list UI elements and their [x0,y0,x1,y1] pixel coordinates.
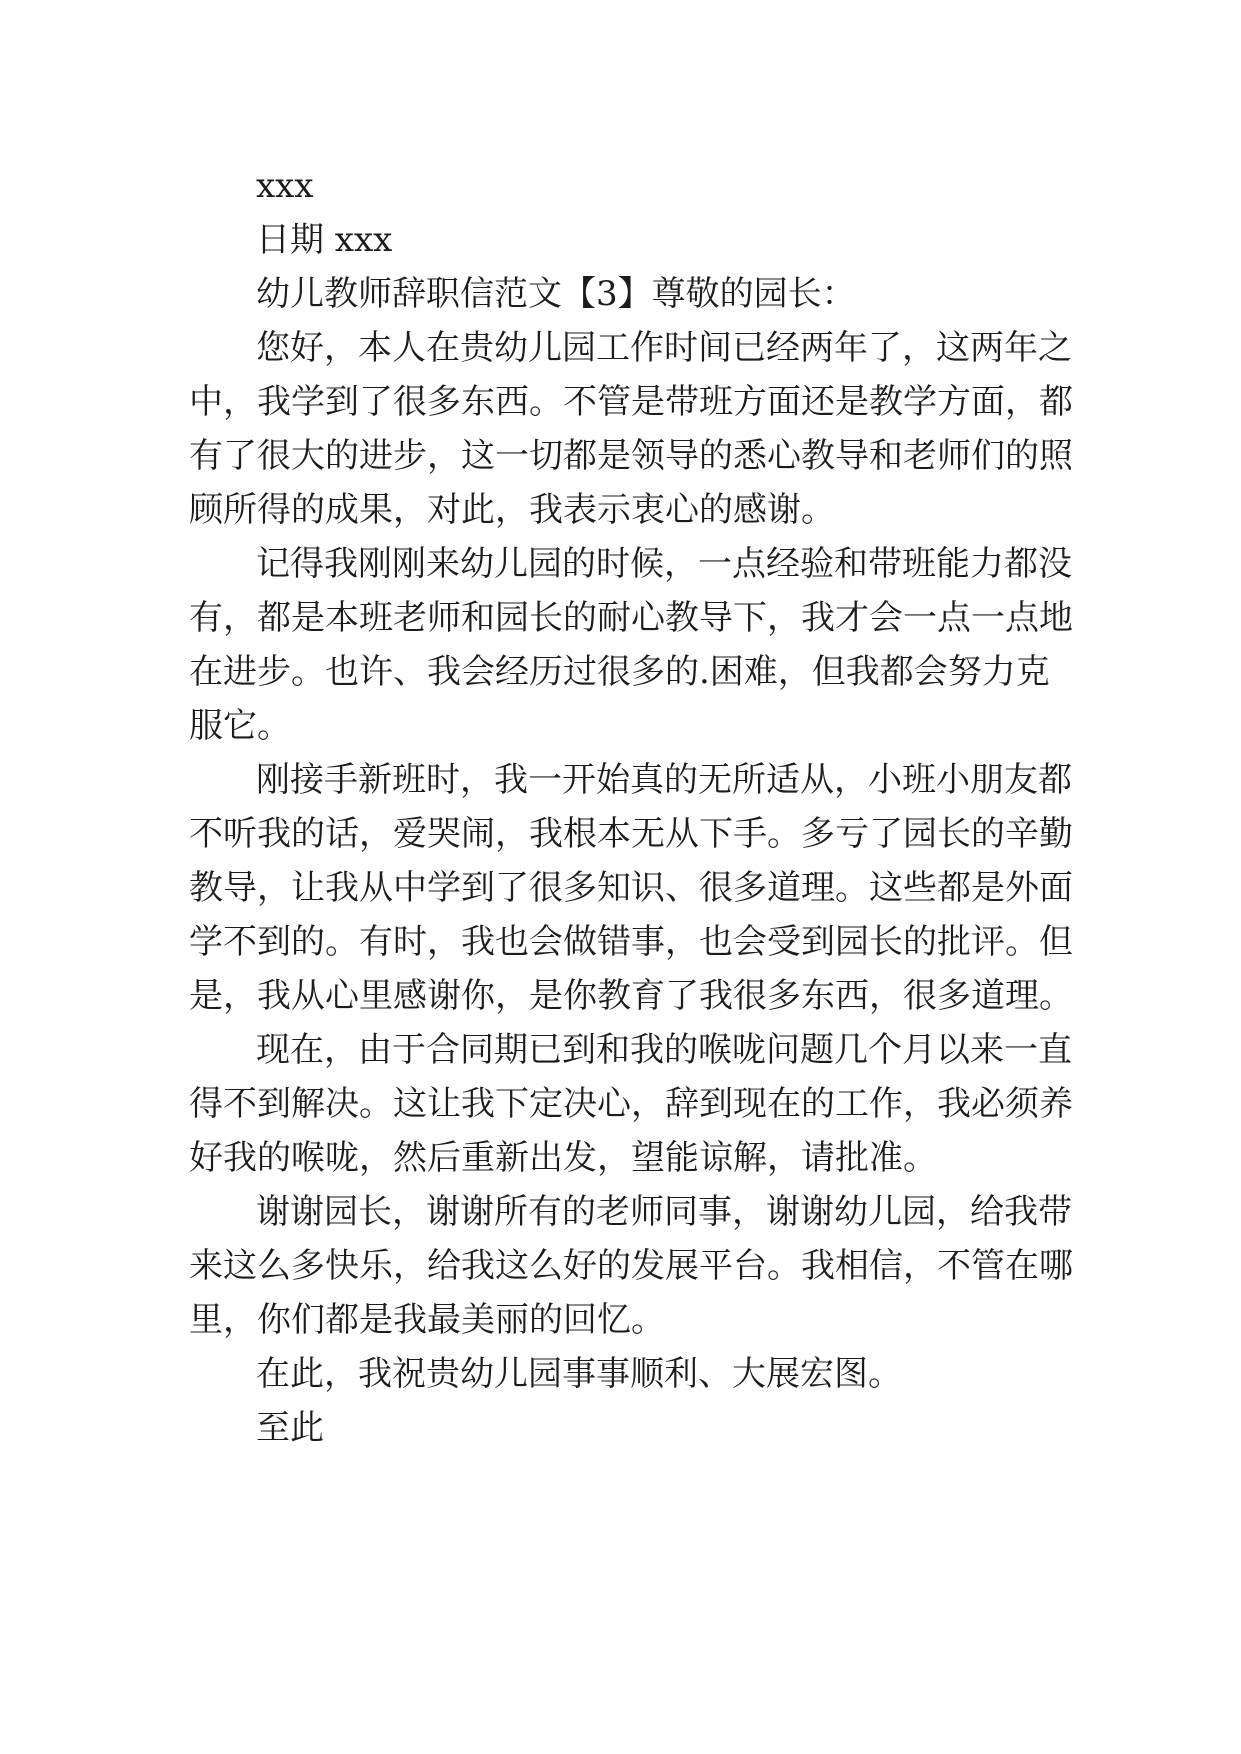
paragraph-line: 您好，本人在贵幼儿园工作时间已经两年了，这两年之 [256,328,1072,368]
paragraph-line: 教导，让我从中学到了很多知识、很多道理。这些都是外面 [189,868,1073,908]
paragraph-line: 服它。 [189,706,291,746]
paragraph-line: 在此，我祝贵幼儿园事事顺利、大展宏图。 [256,1354,902,1394]
paragraph-line: 至此 [256,1408,324,1448]
paragraph-line: 中，我学到了很多东西。不管是带班方面还是教学方面，都 [189,382,1073,422]
paragraph-line: 有了很大的进步，这一切都是领导的悉心教导和老师们的照 [189,436,1073,476]
paragraph-line: 现在，由于合同期已到和我的喉咙问题几个月以来一直 [256,1030,1072,1070]
paragraph-line: 不听我的话，爱哭闹，我根本无从下手。多亏了园长的辛勤 [189,814,1073,854]
date-line: 日期 xxx [256,220,393,260]
paragraph-line: 顾所得的成果，对此，我表示衷心的感谢。 [189,490,835,530]
paragraph-line: 得不到解决。这让我下定决心，辞到现在的工作，我必须养 [189,1084,1073,1124]
paragraph-line: 记得我刚刚来幼儿园的时候，一点经验和带班能力都没 [256,544,1072,584]
paragraph-line: 里，你们都是我最美丽的回忆。 [189,1300,665,1340]
paragraph-line: 刚接手新班时，我一开始真的无所适从，小班小朋友都 [256,760,1072,800]
paragraph-line: 好我的喉咙，然后重新出发，望能谅解，请批准。 [189,1138,937,1178]
paragraph-line: 学不到的。有时，我也会做错事，也会受到园长的批评。但 [189,922,1073,962]
paragraph-line: 来这么多快乐，给我这么好的发展平台。我相信，不管在哪 [189,1246,1073,1286]
paragraph-line: 在进步。也许、我会经历过很多的.困难，但我都会努力克 [189,652,1050,692]
paragraph-line: 是，我从心里感谢你，是你教育了我很多东西，很多道理。 [189,976,1073,1016]
letter-heading: 幼儿教师辞职信范文【3】尊敬的园长： [256,274,856,314]
signature-name: xxx [256,166,314,206]
paragraph-line: 有，都是本班老师和园长的耐心教导下，我才会一点一点地 [189,598,1073,638]
paragraph-line: 谢谢园长，谢谢所有的老师同事，谢谢幼儿园，给我带 [256,1192,1072,1232]
